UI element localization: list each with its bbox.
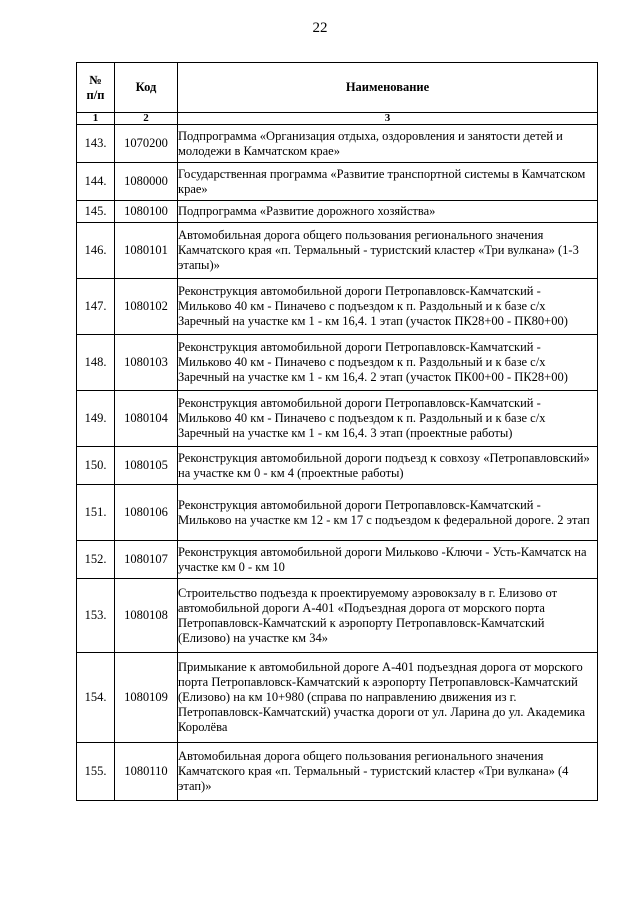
row-name: Подпрограмма «Развитие дорожного хозяйства» <box>178 201 598 223</box>
row-number: 155. <box>77 743 115 801</box>
row-code: 1080104 <box>115 391 178 447</box>
row-name: Автомобильная дорога общего пользования регионального значения Камчатского края «п. Термальный - туристский кластер «Три вулкана» (4 этап)» <box>178 743 598 801</box>
table-row <box>77 653 598 743</box>
row-number: 153. <box>77 579 115 653</box>
table-row <box>77 447 598 485</box>
row-name: Реконструкция автомобильной дороги Петропавловск-Камчатский - Мильково 40 км - Пиначево с подъездом к п. Раздольный и к базе с/х Заречный на участке км 1 - км 16,4. 3 этап (проектные работы) <box>178 391 598 447</box>
row-number: 147. <box>77 279 115 335</box>
row-code: 1080109 <box>115 653 178 743</box>
row-name: Строительство подъезда к проектируемому аэровокзалу в г. Елизово от автомобильной дороги А-401 «Подъездная дорога от морского порта Петропавловск-Камчатский к аэропорту Петропавловск-Камчатский (Елизово) на участке км 34» <box>178 579 598 653</box>
row-number: 145. <box>77 201 115 223</box>
header-code: Код <box>115 63 178 113</box>
row-code: 1080000 <box>115 163 178 201</box>
row-name: Реконструкция автомобильной дороги Мильково -Ключи - Усть-Камчатск на участке км 0 - км 10 <box>178 541 598 579</box>
table-row <box>77 223 598 279</box>
row-name: Государственная программа «Развитие транспортной системы в Камчатском крае» <box>178 163 598 201</box>
row-name: Реконструкция автомобильной дороги подъезд к совхозу «Петропавловский» на участке км 0 - км 4 (проектные работы) <box>178 447 598 485</box>
column-index-3: 3 <box>178 113 598 125</box>
table-row <box>77 541 598 579</box>
row-code: 1080107 <box>115 541 178 579</box>
row-number: 150. <box>77 447 115 485</box>
row-name: Реконструкция автомобильной дороги Петропавловск-Камчатский - Мильково на участке км 12 - км 17 с подъездом к федеральной дороге. 2 этап <box>178 485 598 541</box>
table-header-row <box>77 63 598 113</box>
table-row <box>77 201 598 223</box>
row-code: 1070200 <box>115 125 178 163</box>
row-name: Реконструкция автомобильной дороги Петропавловск-Камчатский - Мильково 40 км - Пиначево с подъездом к п. Раздольный и к базе с/х Заречный на участке км 1 - км 16,4. 1 этап (участок ПК28+00 - ПК80+00) <box>178 279 598 335</box>
row-number: 151. <box>77 485 115 541</box>
table-row <box>77 125 598 163</box>
row-name: Автомобильная дорога общего пользования регионального значения Камчатского края «п. Термальный - туристский кластер «Три вулкана» (1-3 этапы)» <box>178 223 598 279</box>
row-number: 144. <box>77 163 115 201</box>
table-row <box>77 335 598 391</box>
row-name: Реконструкция автомобильной дороги Петропавловск-Камчатский - Мильково 40 км - Пиначево с подъездом к п. Раздольный и к базе с/х Заречный на участке км 1 - км 16,4. 2 этап (участок ПК00+00 - ПК28+00) <box>178 335 598 391</box>
table-row <box>77 485 598 541</box>
table-row <box>77 743 598 801</box>
header-name: Наименование <box>178 63 598 113</box>
header-num: № п/п <box>77 63 115 113</box>
row-number: 148. <box>77 335 115 391</box>
column-index-2: 2 <box>115 113 178 125</box>
row-number: 152. <box>77 541 115 579</box>
row-code: 1080100 <box>115 201 178 223</box>
table-row <box>77 391 598 447</box>
page-number: 22 <box>312 20 328 36</box>
table-row <box>77 279 598 335</box>
row-code: 1080105 <box>115 447 178 485</box>
row-code: 1080103 <box>115 335 178 391</box>
row-code: 1080106 <box>115 485 178 541</box>
row-code: 1080101 <box>115 223 178 279</box>
row-code: 1080102 <box>115 279 178 335</box>
row-number: 154. <box>77 653 115 743</box>
row-code: 1080110 <box>115 743 178 801</box>
budget-code-table <box>76 62 598 801</box>
row-number: 143. <box>77 125 115 163</box>
row-code: 1080108 <box>115 579 178 653</box>
row-name: Примыкание к автомобильной дороге А-401 подъездная дорога от морского порта Петропавловск-Камчатский к аэропорту Петропавловск-Камчатский (Елизово) на км 10+980 (справа по направлению движения из г. Петропавловск-Камчатский) участка дороги от ул. Ларина до ул. Академика Королёва <box>178 653 598 743</box>
table-row <box>77 163 598 201</box>
column-index-1: 1 <box>77 113 115 125</box>
row-number: 149. <box>77 391 115 447</box>
row-number: 146. <box>77 223 115 279</box>
table-row <box>77 579 598 653</box>
row-name: Подпрограмма «Организация отдыха, оздоровления и занятости детей и молодежи в Камчатском крае» <box>178 125 598 163</box>
column-index-row <box>77 113 598 125</box>
